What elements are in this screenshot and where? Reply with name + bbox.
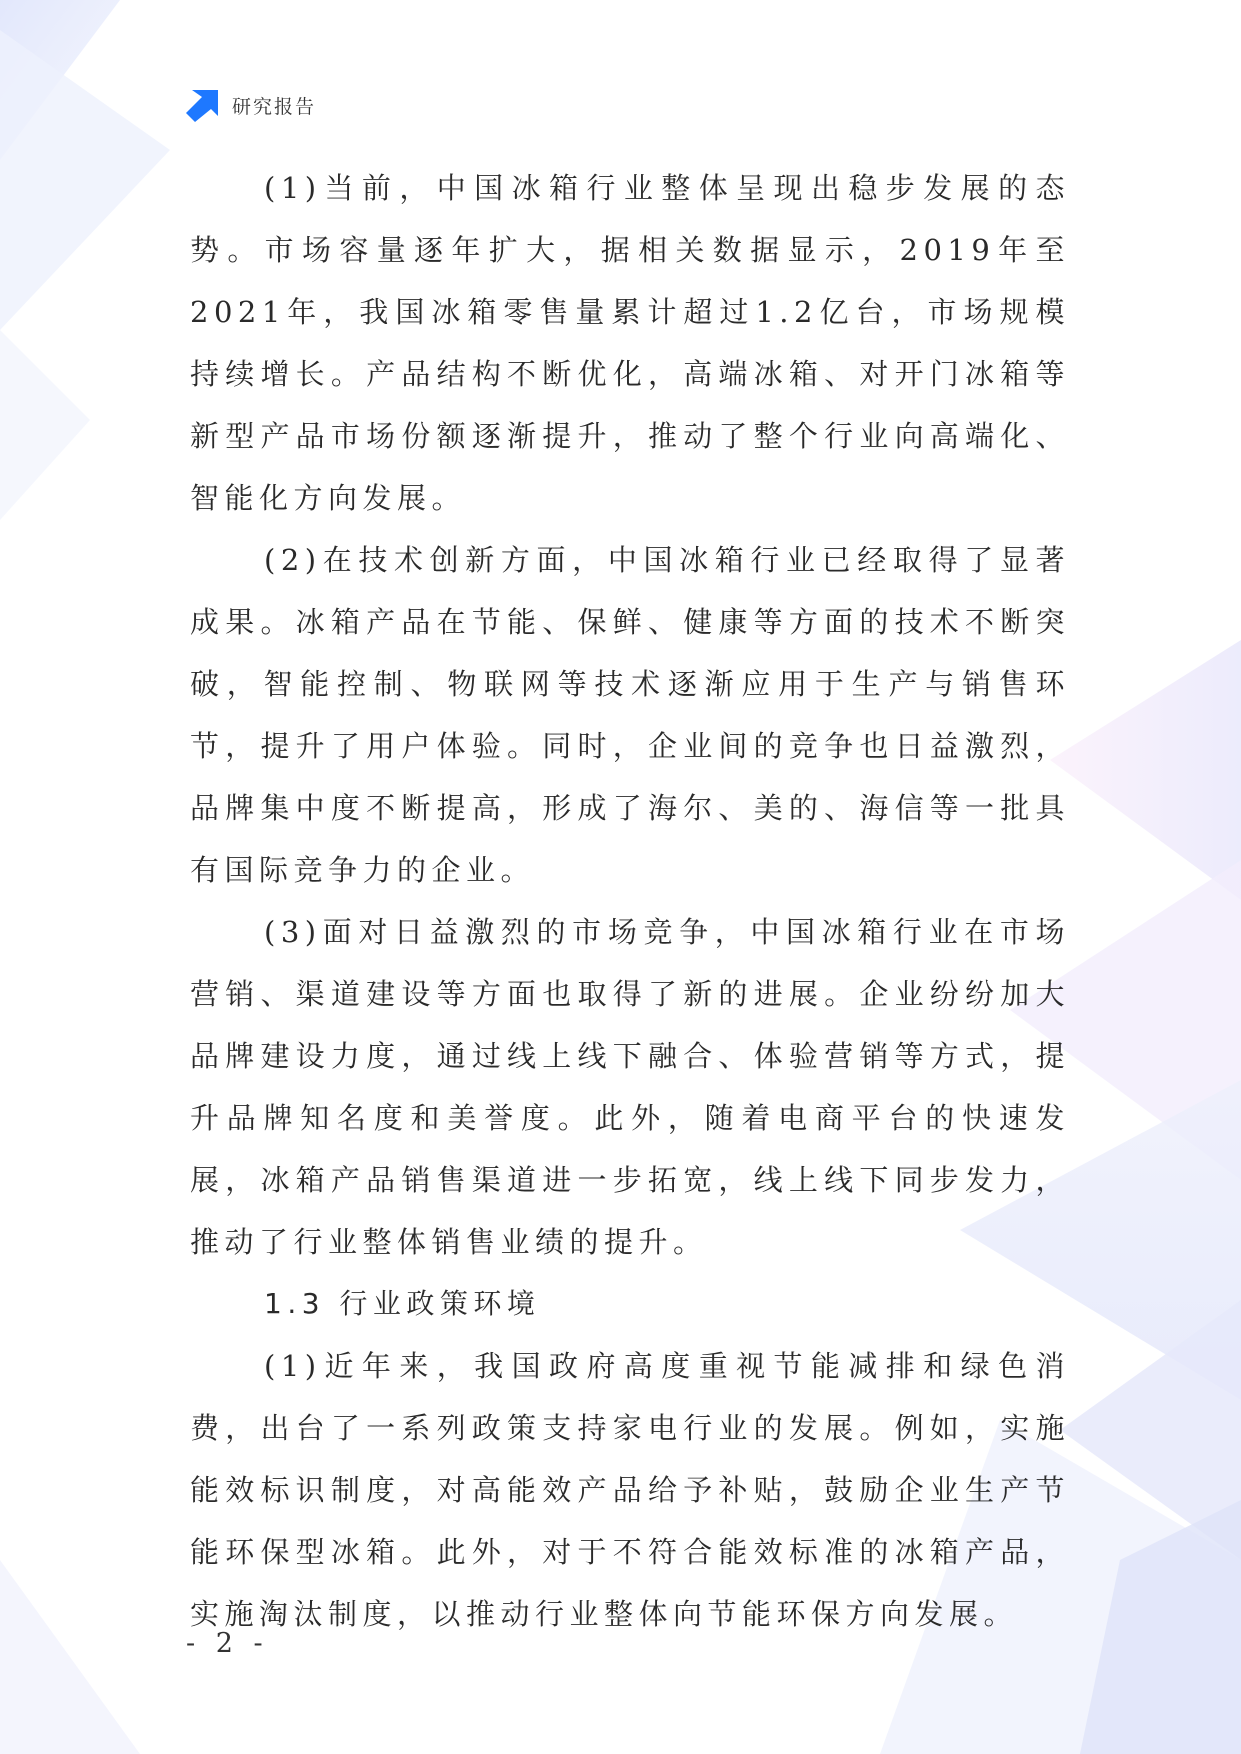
paragraph-2: (2)在技术创新方面，中国冰箱行业已经取得了显著成果。冰箱产品在节能、保鲜、健康等方面的技术不断突破，智能控制、物联网等技术逐渐应用于生产与销售环节，提升了用户体验。同时，企业间的竞争也日益激烈，品牌集中度不断提高，形成了海尔、美的、海信等一批具有国际竞争力的企业。 — [190, 543, 1070, 887]
page-number: - 2 - — [186, 1628, 269, 1659]
section-heading: 1.3 行业政策环境 — [264, 1287, 541, 1320]
paragraph-3: (3)面对日益激烈的市场竞争，中国冰箱行业在市场营销、渠道建设等方面也取得了新的进展。企业纷纷加大品牌建设力度，通过线上线下融合、体验营销等方式，提升品牌知名度和美誉度。此外，随着电商平台的快速发展，冰箱产品销售渠道进一步拓宽，线上线下同步发力，推动了行业整体销售业绩的提升。 — [190, 915, 1070, 1259]
paragraph-1: (1)当前，中国冰箱行业整体呈现出稳步发展的态势。市场容量逐年扩大，据相关数据显示，2019年至2021年，我国冰箱零售量累计超过1.2亿台，市场规模持续增长。产品结构不断优化，高端冰箱、对开门冰箱等新型产品市场份额逐渐提升，推动了整个行业向高端化、智能化方向发展。 — [190, 171, 1070, 515]
page-header — [186, 88, 316, 122]
arrow-up-right-icon — [186, 88, 220, 122]
document-body — [190, 157, 1070, 1645]
header-title: 研究报告 — [232, 95, 317, 118]
paragraph-4: (1)近年来，我国政府高度重视节能减排和绿色消费，出台了一系列政策支持家电行业的发展。例如，实施能效标识制度，对高能效产品给予补贴，鼓励企业生产节能环保型冰箱。此外，对于不符合能效标准的冰箱产品，实施淘汰制度，以推动行业整体向节能环保方向发展。 — [190, 1349, 1070, 1631]
